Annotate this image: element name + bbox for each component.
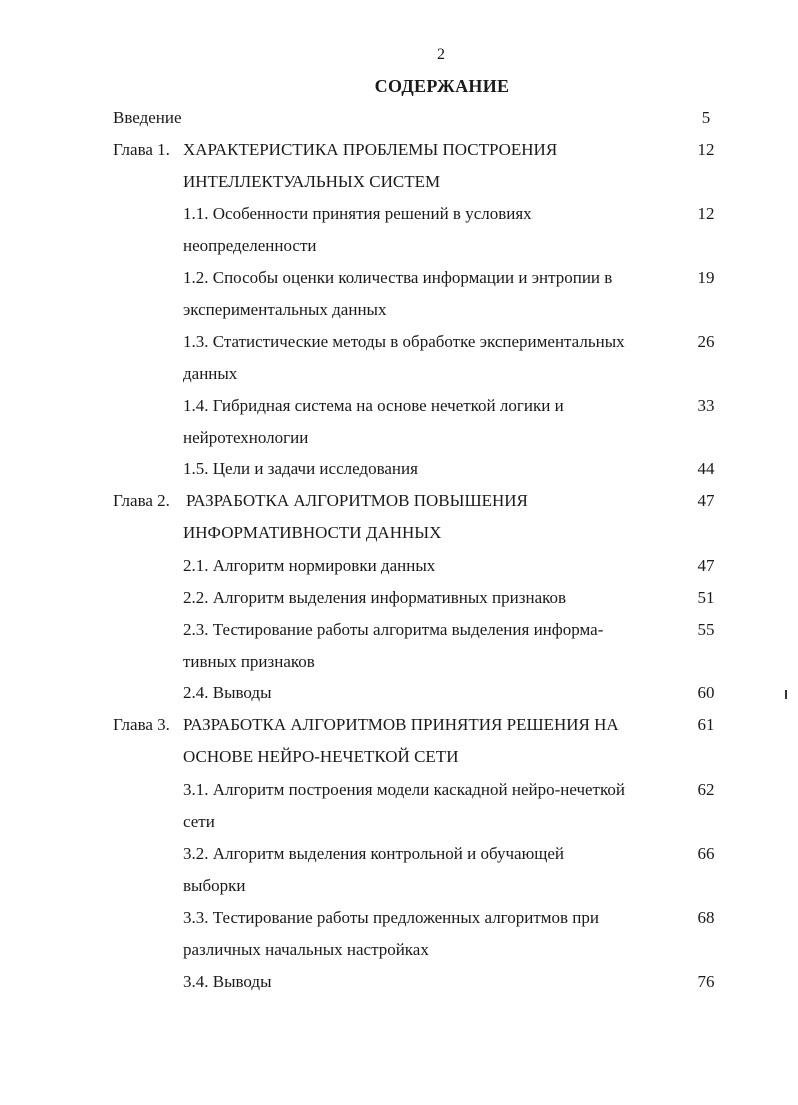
chapter-title-line: ИНТЕЛЛЕКТУАЛЬНЫХ СИСТЕМ [183,172,441,191]
chapter-title-line: ИНФОРМАТИВНОСТИ ДАННЫХ [183,523,442,542]
chapter-title-line: ХАРАКТЕРИСТИКА ПРОБЛЕМЫ ПОСТРОЕНИЯ [183,140,558,159]
toc-entry-page: 61 [697,715,715,734]
chapter-title-line: ОСНОВЕ НЕЙРО-НЕЧЕТКОЙ СЕТИ [183,747,459,766]
section-title-line: выборки [183,876,246,895]
toc-entry-page: 68 [697,908,715,927]
section-title-line: 3.4. Выводы [183,972,272,991]
section-title-line: 2.2. Алгоритм выделения информативных признаков [183,588,567,607]
toc-entry-page: 66 [697,844,715,863]
section-title-line: 2.1. Алгоритм нормировки данных [183,556,436,575]
section-title-line: 1.3. Статистические методы в обработке экспериментальных [183,332,625,351]
toc-entry-page: 47 [697,556,715,575]
chapter-title-line: РАЗРАБОТКА АЛГОРИТМОВ ПРИНЯТИЯ РЕШЕНИЯ НА [183,715,619,734]
toc-entry-page: 19 [697,268,715,287]
chapter-prefix: Глава 2. [113,491,170,510]
section-title-line: сети [183,812,215,831]
section-title-line: неопределенности [183,236,317,255]
toc-entry-page: 5 [701,108,711,127]
section-title-line: нейротехнологии [183,428,309,447]
toc-entry-label: Введение [113,108,182,127]
chapter-prefix: Глава 1. [113,140,170,159]
section-title-line: данных [183,364,238,383]
section-title-line: 1.4. Гибридная система на основе нечеткой логики и [183,396,564,415]
section-title-line: 3.1. Алгоритм построения модели каскадной нейро-нечеткой [183,780,625,799]
toc-entry-page: 44 [697,459,715,478]
section-title-line: 1.2. Способы оценки количества информации и энтропии в [183,268,613,287]
page-number: 2 [437,46,445,63]
toc-entry-page: 55 [697,620,715,639]
toc-entry-page: 12 [697,140,715,159]
section-title-line: 2.4. Выводы [183,683,272,702]
toc-entry-page: 47 [697,491,715,510]
section-title-line: 1.1. Особенности принятия решений в условиях [183,204,532,223]
section-title-line: тивных признаков [183,652,315,671]
toc-entry-page: 33 [697,396,715,415]
toc-entry-page: 60 [697,683,715,702]
scan-mark [785,690,787,699]
toc-entry-page: 62 [697,780,715,799]
section-title-line: различных начальных настройках [183,940,429,959]
section-title-line: 3.2. Алгоритм выделения контрольной и обучающей [183,844,564,863]
chapter-title-line: РАЗРАБОТКА АЛГОРИТМОВ ПОВЫШЕНИЯ [186,491,528,510]
toc-entry-page: 12 [697,204,715,223]
section-title-line: 2.3. Тестирование работы алгоритма выделения информа- [183,620,604,639]
section-title-line: 3.3. Тестирование работы предложенных алгоритмов при [183,908,599,927]
toc-title: СОДЕРЖАНИЕ [374,76,510,96]
section-title-line: 1.5. Цели и задачи исследования [183,459,418,478]
toc-entry-page: 26 [697,332,715,351]
toc-entry-page: 76 [697,972,715,991]
section-title-line: экспериментальных данных [183,300,387,319]
chapter-prefix: Глава 3. [113,715,170,734]
toc-entry-page: 51 [697,588,715,607]
